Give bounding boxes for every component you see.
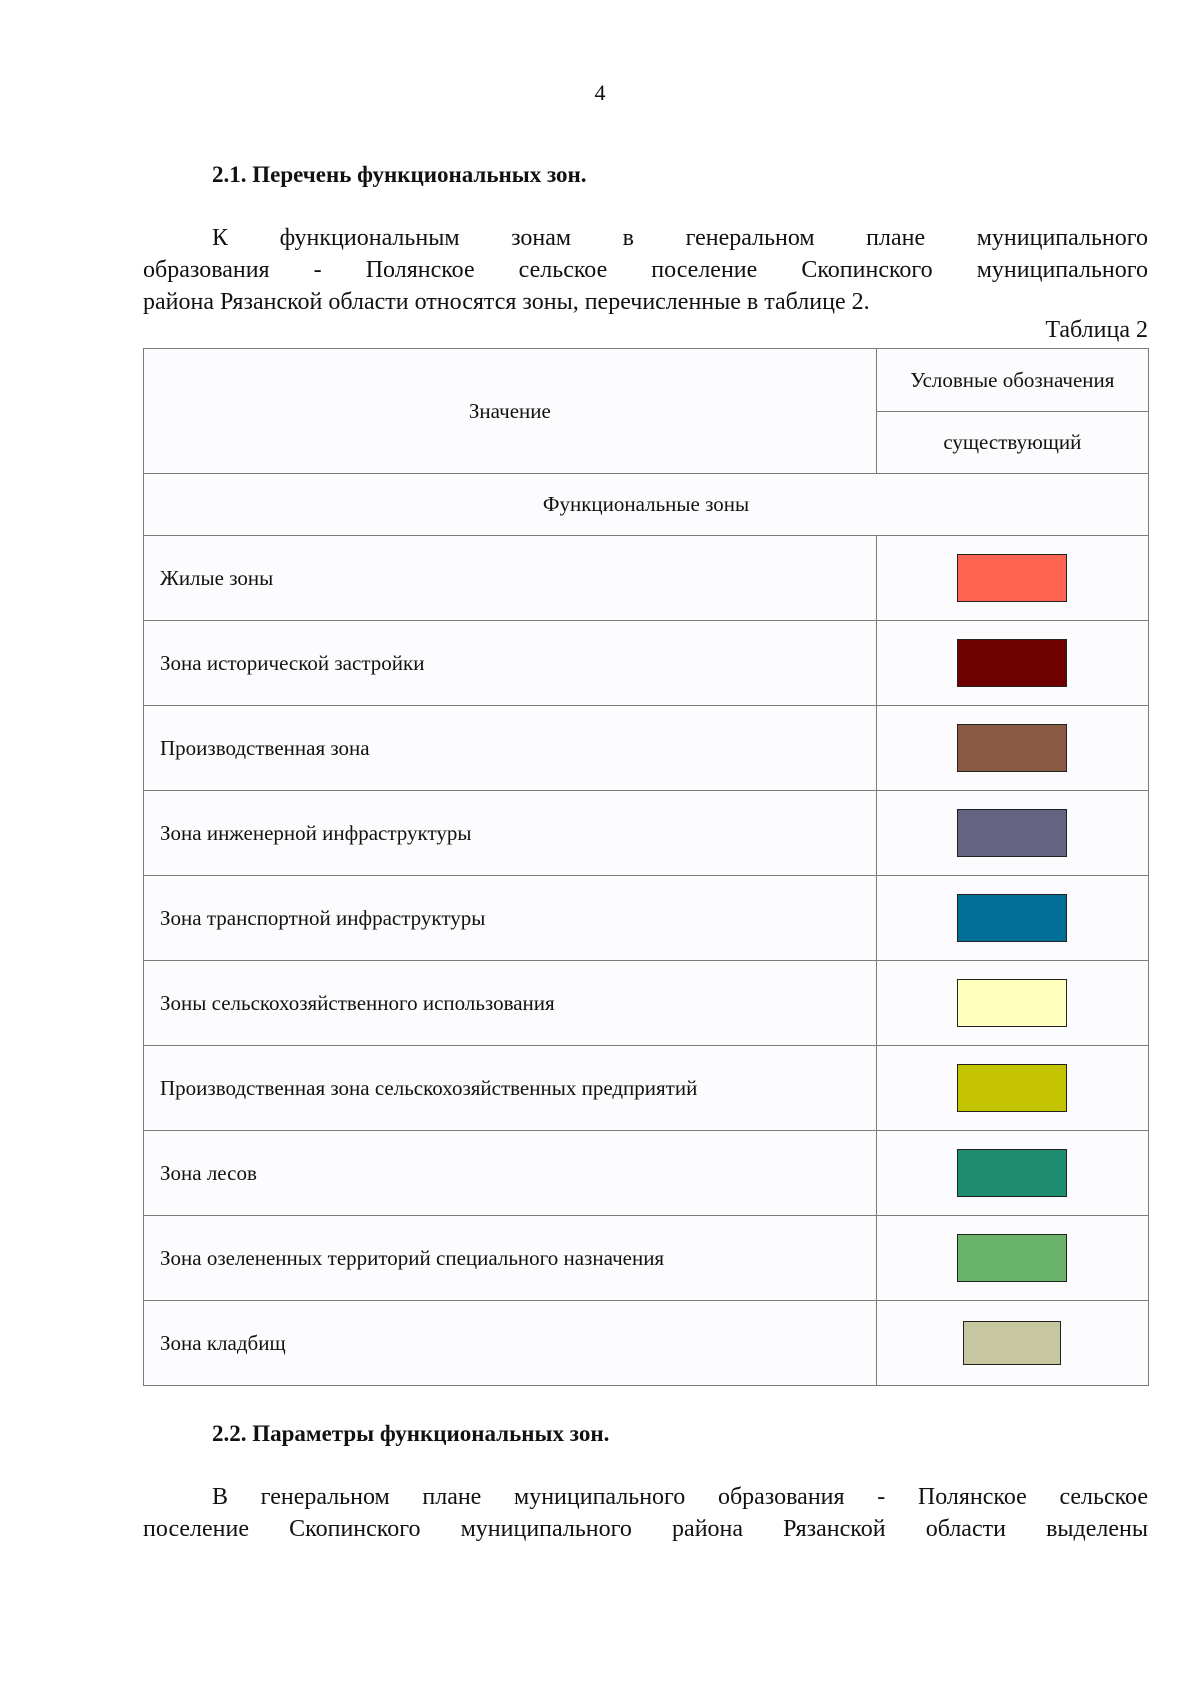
paragraph-line: образования - Полянское сельское поселение Скопинского муниципального bbox=[143, 257, 1148, 283]
zone-symbol-cell bbox=[876, 1046, 1148, 1131]
zone-name: Зона озелененных территорий специального назначения bbox=[144, 1216, 877, 1301]
zone-color-swatch bbox=[957, 724, 1067, 772]
zone-symbol-cell bbox=[876, 1216, 1148, 1301]
zone-name: Зона транспортной инфраструктуры bbox=[144, 876, 877, 961]
zone-symbol-cell bbox=[876, 876, 1148, 961]
table-row bbox=[144, 1046, 1149, 1131]
zone-name: Зона кладбищ bbox=[144, 1301, 877, 1386]
section-2-2-paragraph bbox=[143, 1481, 1148, 1545]
zone-name: Производственная зона bbox=[144, 706, 877, 791]
zone-name: Зоны сельскохозяйственного использования bbox=[144, 961, 877, 1046]
zone-symbol-cell bbox=[876, 536, 1148, 621]
page-number: 4 bbox=[594, 80, 606, 105]
table-section-title: Функциональные зоны bbox=[144, 474, 1149, 536]
zone-color-swatch bbox=[963, 1321, 1061, 1365]
zone-name: Зона инженерной инфраструктуры bbox=[144, 791, 877, 876]
zone-color-swatch bbox=[957, 639, 1067, 687]
header-existing: существующий bbox=[876, 412, 1148, 474]
section-2-1-paragraph bbox=[143, 222, 1148, 318]
table-row bbox=[144, 791, 1149, 876]
zone-color-swatch bbox=[957, 1064, 1067, 1112]
table-row bbox=[144, 536, 1149, 621]
zone-color-swatch bbox=[957, 1149, 1067, 1197]
header-legend: Условные обозначения bbox=[876, 349, 1148, 412]
zone-color-swatch bbox=[957, 979, 1067, 1027]
zone-color-swatch bbox=[957, 894, 1067, 942]
zone-symbol-cell bbox=[876, 706, 1148, 791]
table-row bbox=[144, 621, 1149, 706]
section-heading-2-2: 2.2. Параметры функциональных зон. bbox=[212, 1421, 610, 1446]
zone-name: Жилые зоны bbox=[144, 536, 877, 621]
functional-zones-table bbox=[143, 348, 1149, 1386]
header-value: Значение bbox=[144, 349, 877, 474]
zone-symbol-cell bbox=[876, 961, 1148, 1046]
table-row bbox=[144, 1131, 1149, 1216]
paragraph-line: района Рязанской области относятся зоны, перечисленные в таблице 2. bbox=[143, 289, 870, 315]
table-row bbox=[144, 961, 1149, 1046]
table-row bbox=[144, 706, 1149, 791]
paragraph-line: В генеральном плане муниципального образования - Полянское сельское bbox=[212, 1484, 1148, 1510]
zone-name: Производственная зона сельскохозяйственных предприятий bbox=[144, 1046, 877, 1131]
table-label: Таблица 2 bbox=[1045, 317, 1148, 343]
paragraph-line: поселение Скопинского муниципального района Рязанской области выделены bbox=[143, 1516, 1148, 1542]
zone-symbol-cell bbox=[876, 791, 1148, 876]
zone-color-swatch bbox=[957, 554, 1067, 602]
zone-name: Зона лесов bbox=[144, 1131, 877, 1216]
zone-name: Зона исторической застройки bbox=[144, 621, 877, 706]
zone-color-swatch bbox=[957, 1234, 1067, 1282]
zone-symbol-cell bbox=[876, 1301, 1148, 1386]
table-row bbox=[144, 1216, 1149, 1301]
paragraph-line: К функциональным зонам в генеральном плане муниципального bbox=[212, 225, 1148, 251]
section-heading-2-1: 2.1. Перечень функциональных зон. bbox=[212, 162, 587, 187]
zone-symbol-cell bbox=[876, 1131, 1148, 1216]
zone-symbol-cell bbox=[876, 621, 1148, 706]
table-row bbox=[144, 1301, 1149, 1386]
table-row bbox=[144, 876, 1149, 961]
zone-color-swatch bbox=[957, 809, 1067, 857]
